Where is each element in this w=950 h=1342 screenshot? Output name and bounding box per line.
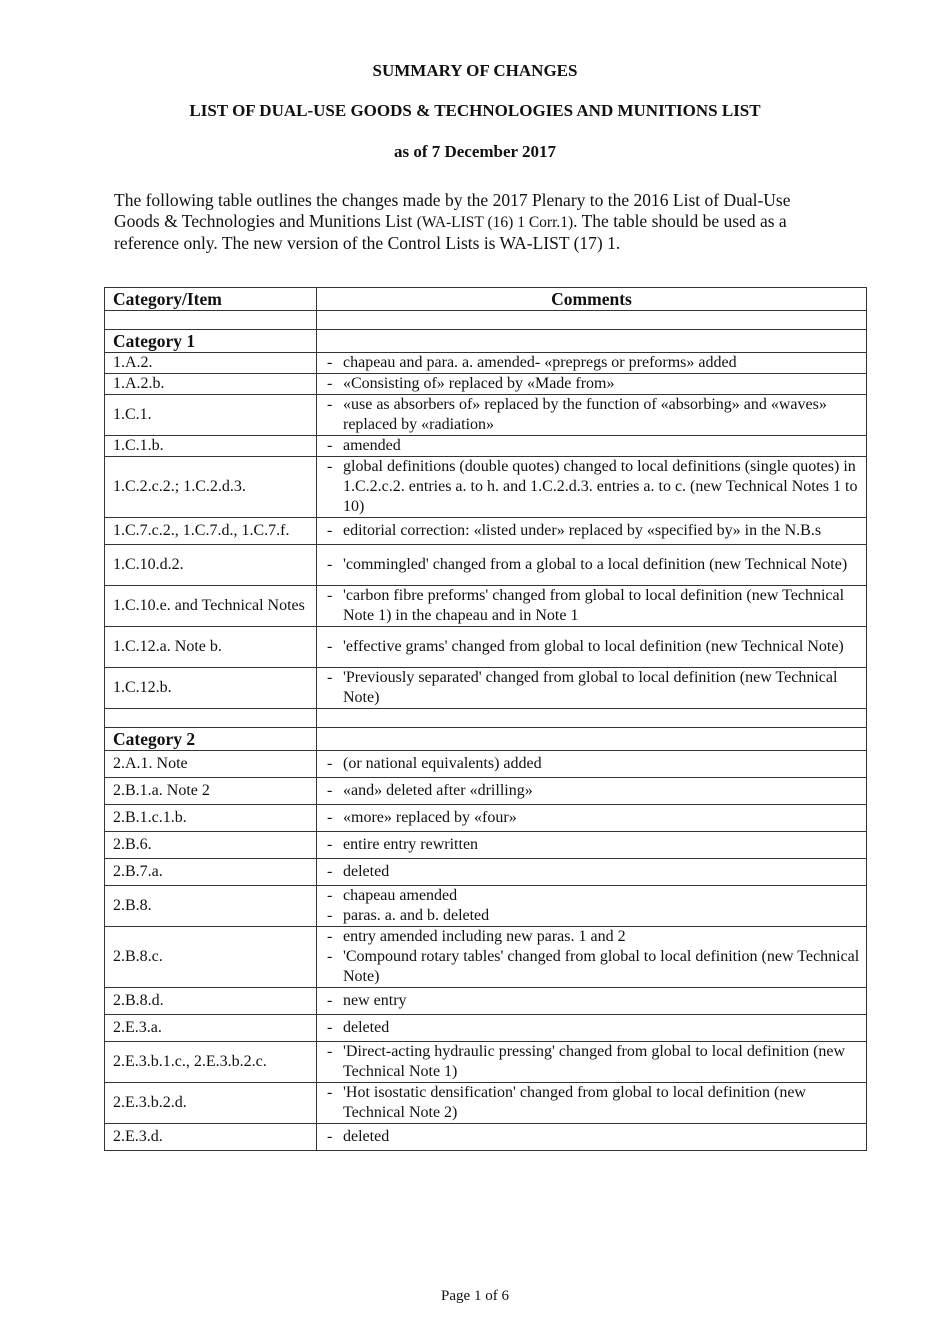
comment-line	[325, 906, 860, 926]
comment-cell	[317, 1015, 867, 1042]
table-body	[105, 311, 867, 1151]
bullet-dash: -	[327, 928, 333, 945]
item-cell: 2.E.3.b.1.c., 2.E.3.b.2.c.	[105, 1042, 317, 1083]
table-row	[105, 436, 867, 457]
bullet-dash: -	[327, 1128, 333, 1145]
comment-line	[325, 927, 860, 947]
comment-line	[325, 808, 860, 828]
comment-cell	[317, 1083, 867, 1124]
comment-cell	[317, 778, 867, 805]
comment-cell	[317, 927, 867, 988]
item-cell: 1.C.7.c.2., 1.C.7.d., 1.C.7.f.	[105, 518, 317, 545]
bullet-dash: -	[327, 437, 333, 454]
comment-cell	[317, 374, 867, 395]
comment-text: new entry	[343, 992, 407, 1009]
comment-line	[325, 457, 860, 517]
comment-text: deleted	[343, 863, 390, 880]
comment-line	[325, 886, 860, 906]
bullet-dash: -	[327, 458, 333, 475]
comment-cell	[317, 832, 867, 859]
comment-cell	[317, 518, 867, 545]
item-cell: 2.B.6.	[105, 832, 317, 859]
comment-line	[325, 521, 860, 541]
comment-text: 'Hot isostatic densification' changed from global to local definition (new Technical Note 2)	[343, 1084, 806, 1121]
comment-text: entire entry rewritten	[343, 836, 479, 853]
comment-text: 'Compound rotary tables' changed from global to local definition (new Technical Note)	[343, 948, 860, 985]
table-row	[105, 1042, 867, 1083]
intro-reference: (WA-LIST (16) 1 Corr.1)	[416, 214, 574, 231]
bullet-dash: -	[327, 809, 333, 826]
table-row	[105, 1083, 867, 1124]
comment-line	[325, 436, 860, 456]
comment-line	[325, 991, 860, 1011]
table-row	[105, 751, 867, 778]
document-date: as of 7 December 2017	[393, 142, 557, 161]
item-cell: 1.C.1.b.	[105, 436, 317, 457]
comment-line	[325, 668, 860, 708]
item-cell: 1.A.2.	[105, 353, 317, 374]
comment-text: (or national equivalents) added	[343, 755, 542, 772]
bullet-dash: -	[327, 907, 333, 924]
column-header-item: Category/Item	[105, 288, 317, 311]
comment-text: amended	[343, 437, 401, 454]
comment-cell	[317, 859, 867, 886]
comment-text: deleted	[343, 1019, 390, 1036]
category-row	[105, 728, 867, 751]
comment-line	[325, 781, 860, 801]
comment-cell	[317, 751, 867, 778]
comment-line	[325, 835, 860, 855]
item-cell: 1.C.10.e. and Technical Notes	[105, 586, 317, 627]
comment-line	[325, 555, 860, 575]
category-row	[105, 330, 867, 353]
comment-text: entry amended including new paras. 1 and 2	[343, 928, 626, 945]
column-header-comments: Comments	[317, 288, 867, 311]
comment-cell	[317, 457, 867, 518]
table-row	[105, 859, 867, 886]
comment-text: editorial correction: «listed under» replaced by «specified by» in the N.B.s	[343, 522, 822, 539]
page-number: Page 1 of 6	[441, 1288, 509, 1304]
item-cell: 2.B.1.a. Note 2	[105, 778, 317, 805]
comment-text: «Consisting of» replaced by «Made from»	[343, 375, 615, 392]
bullet-dash: -	[327, 836, 333, 853]
comment-line	[325, 947, 860, 987]
comment-cell	[317, 545, 867, 586]
comment-cell	[317, 436, 867, 457]
comment-text: chapeau and para. a. amended- «prepregs or preforms» added	[343, 354, 737, 371]
comment-text: 'effective grams' changed from global to local definition (new Technical Note)	[343, 638, 844, 655]
bullet-dash: -	[327, 396, 333, 413]
comment-line	[325, 1083, 860, 1123]
item-cell: 1.A.2.b.	[105, 374, 317, 395]
table-row	[105, 778, 867, 805]
comment-line	[325, 754, 860, 774]
table-row	[105, 1124, 867, 1151]
table-row	[105, 927, 867, 988]
table-row	[105, 374, 867, 395]
comment-text: 'carbon fibre preforms' changed from global to local definition (new Technical Note 1) in the chapeau and in Note 1	[343, 587, 845, 624]
item-cell: 2.B.1.c.1.b.	[105, 805, 317, 832]
comment-line	[325, 586, 860, 626]
comment-cell	[317, 668, 867, 709]
spacer-row	[105, 709, 867, 728]
comment-cell	[317, 886, 867, 927]
comment-line	[325, 374, 860, 394]
comment-cell	[317, 353, 867, 374]
comment-cell	[317, 1124, 867, 1151]
item-cell: 1.C.12.b.	[105, 668, 317, 709]
comment-line	[325, 1042, 860, 1082]
intro-text-2: . The table should be used as a reference only. The new version of the Control Lists is WA-LIST (17) 1.	[114, 211, 787, 253]
bullet-dash: -	[327, 669, 333, 686]
item-cell: 2.E.3.b.2.d.	[105, 1083, 317, 1124]
comment-text: 'Previously separated' changed from global to local definition (new Technical Note)	[343, 669, 838, 706]
item-cell: 2.B.8.c.	[105, 927, 317, 988]
comment-cell	[317, 395, 867, 436]
item-cell: 1.C.1.	[105, 395, 317, 436]
comment-text: 'commingled' changed from a global to a local definition (new Technical Note)	[343, 556, 848, 573]
intro-text-1: The following table outlines the changes made by the 2017 Plenary to the 2016 List of Dual-Use Goods & Technologies and Munitions List	[114, 190, 791, 231]
comment-line	[325, 395, 860, 435]
comment-text: deleted	[343, 1128, 390, 1145]
bullet-dash: -	[327, 375, 333, 392]
item-cell: 2.B.7.a.	[105, 859, 317, 886]
category-label: Category 2	[105, 728, 317, 751]
comment-text: global definitions (double quotes) changed to local definitions (single quotes) in 1.C.2.c.2. entries a. to h. and 1.C.2.d.3. entries a. to c. (new Technical Notes 1 to 10)	[343, 458, 858, 515]
table-row	[105, 586, 867, 627]
table-row	[105, 627, 867, 668]
comment-text: «more» replaced by «four»	[343, 809, 517, 826]
bullet-dash: -	[327, 1019, 333, 1036]
comment-cell	[317, 586, 867, 627]
document-subtitle: LIST OF DUAL-USE GOODS & TECHNOLOGIES AND MUNITIONS LIST	[189, 101, 761, 120]
bullet-dash: -	[327, 1084, 333, 1101]
bullet-dash: -	[327, 887, 333, 904]
bullet-dash: -	[327, 556, 333, 573]
table-row	[105, 832, 867, 859]
bullet-dash: -	[327, 782, 333, 799]
table-row	[105, 805, 867, 832]
bullet-dash: -	[327, 522, 333, 539]
comment-text: paras. a. and b. deleted	[343, 907, 490, 924]
comment-text: 'Direct-acting hydraulic pressing' changed from global to local definition (new Technical Note 1)	[343, 1043, 846, 1080]
bullet-dash: -	[327, 863, 333, 880]
bullet-dash: -	[327, 755, 333, 772]
comment-text: «and» deleted after «drilling»	[343, 782, 533, 799]
item-cell: 2.A.1. Note	[105, 751, 317, 778]
table-row	[105, 395, 867, 436]
item-cell: 2.B.8.d.	[105, 988, 317, 1015]
comment-line	[325, 1127, 860, 1147]
changes-table	[104, 287, 867, 1151]
comment-line	[325, 353, 860, 373]
category-label: Category 1	[105, 330, 317, 353]
item-cell: 1.C.2.c.2.; 1.C.2.d.3.	[105, 457, 317, 518]
comment-line	[325, 637, 860, 657]
item-cell: 2.E.3.d.	[105, 1124, 317, 1151]
bullet-dash: -	[327, 587, 333, 604]
comment-cell	[317, 988, 867, 1015]
intro-paragraph	[114, 190, 839, 254]
comment-cell	[317, 627, 867, 668]
bullet-dash: -	[327, 992, 333, 1009]
spacer-row	[105, 311, 867, 330]
table-row	[105, 886, 867, 927]
table-row	[105, 1015, 867, 1042]
table-row	[105, 988, 867, 1015]
table-row	[105, 545, 867, 586]
bullet-dash: -	[327, 948, 333, 965]
table-row	[105, 457, 867, 518]
item-cell: 1.C.12.a. Note b.	[105, 627, 317, 668]
item-cell: 1.C.10.d.2.	[105, 545, 317, 586]
table-row	[105, 353, 867, 374]
bullet-dash: -	[327, 354, 333, 371]
comment-cell	[317, 805, 867, 832]
bullet-dash: -	[327, 1043, 333, 1060]
comment-line	[325, 862, 860, 882]
bullet-dash: -	[327, 638, 333, 655]
table-row	[105, 668, 867, 709]
comment-cell	[317, 1042, 867, 1083]
item-cell: 2.E.3.a.	[105, 1015, 317, 1042]
comment-text: chapeau amended	[343, 887, 458, 904]
table-row	[105, 518, 867, 545]
document-title: SUMMARY OF CHANGES	[372, 61, 578, 80]
item-cell: 2.B.8.	[105, 886, 317, 927]
comment-line	[325, 1018, 860, 1038]
comment-text: «use as absorbers of» replaced by the function of «absorbing» and «waves» replaced by «radiation»	[343, 396, 827, 433]
